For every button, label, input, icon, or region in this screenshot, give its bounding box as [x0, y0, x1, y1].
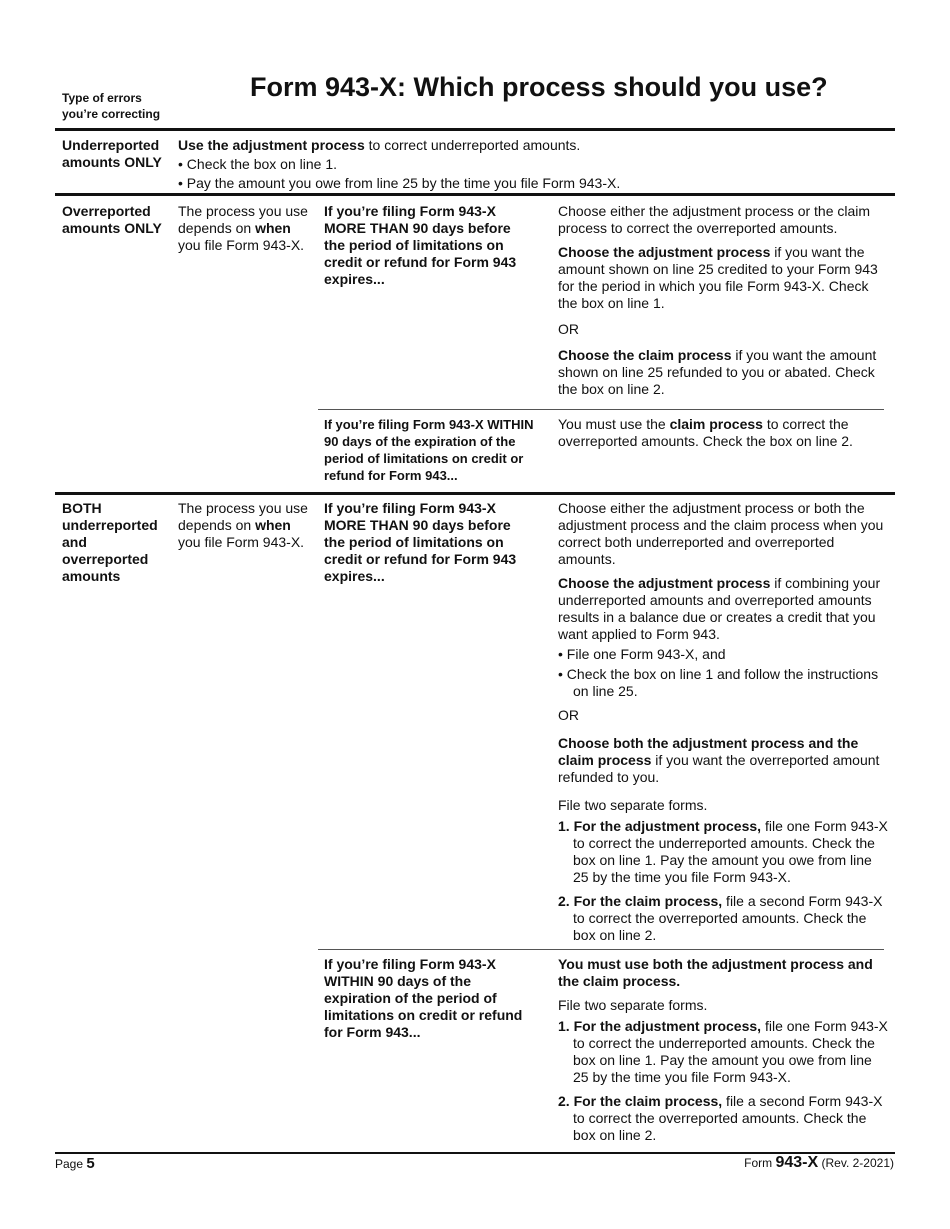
- both-bullet-1: • File one Form 943-X, and: [558, 646, 726, 662]
- both-more-options: [558, 500, 888, 944]
- divider-top: [55, 128, 895, 131]
- overreported-more-options: [558, 203, 888, 398]
- overreported-within-instruction: You must use the claim process to correct the overreported amounts. Check the box on line 2.: [558, 416, 853, 449]
- form-revision: Form 943-X (Rev. 2-2021): [744, 1154, 894, 1171]
- underreported-lead-bold: Use the adjustment process: [178, 137, 365, 153]
- label-overreported-only: Overreported amounts ONLY: [62, 203, 162, 236]
- overreported-cond-within-90: If you’re filing Form 943-X WITHIN 90 days of the expiration of the period of limitations on credit or refund for Form 943...: [324, 417, 534, 483]
- label-underreported-only: Underreported amounts ONLY: [62, 137, 162, 170]
- underreported-lead-rest: to correct underreported amounts.: [364, 137, 581, 153]
- both-within-two-forms: File two separate forms.: [558, 997, 708, 1013]
- both-cond-more-than-90: If you’re filing Form 943-X MORE THAN 90 days before the period of limitations on credit or refund for Form 943 expires...: [324, 500, 517, 584]
- both-adjustment-choice: Choose the adjustment process if combining your underreported amounts and overreported amounts results in a balance due or creates a credit that you want applied to Form 943.: [558, 575, 881, 642]
- overreported-or: OR: [558, 321, 579, 337]
- both-within-numbered-2: 2. For the claim process, file a second Form 943-X to correct the overreported amounts. Check the box on line 2.: [558, 1093, 883, 1143]
- page-title: Form 943-X: Which process should you use?: [250, 72, 828, 102]
- underreported-bullet-2: • Pay the amount you owe from line 25 by the time you file Form 943-X.: [178, 175, 621, 191]
- both-bullet-2: • Check the box on line 1 and follow the instructions on line 25.: [558, 666, 879, 699]
- page-number: Page 5: [55, 1155, 95, 1172]
- overreported-depends: The process you use depends on when you file Form 943-X.: [178, 203, 308, 253]
- overreported-choose-either: Choose either the adjustment process or the claim process to correct the overreported amounts.: [558, 203, 871, 236]
- both-within-numbered-1: 1. For the adjustment process, file one Form 943-X to correct the underreported amounts. Check the box on line 1. Pay the amount you owe from line 25 by the time you file Form 943-X.: [558, 1018, 888, 1085]
- both-or: OR: [558, 707, 579, 723]
- both-depends: The process you use depends on when you file Form 943-X.: [178, 500, 308, 550]
- both-within-heading: You must use both the adjustment process and the claim process.: [558, 956, 873, 989]
- underreported-bullet-1: • Check the box on line 1.: [178, 156, 337, 172]
- divider-row3: [55, 492, 895, 495]
- both-both-processes-choice: Choose both the adjustment process and the claim process if you want the overreported amount refunded to you.: [558, 735, 880, 785]
- overreported-claim-choice: Choose the claim process if you want the amount shown on line 25 refunded to you or abated. Check the box on line 2.: [558, 347, 877, 397]
- both-within-options: [558, 956, 888, 1144]
- type-of-errors-header: Type of errors you’re correcting: [62, 91, 161, 121]
- overreported-adjustment-choice: Choose the adjustment process if you want the amount shown on line 25 credited to your Form 943 for the period in which you file Form 943-X. Check the box on line 1.: [558, 244, 878, 311]
- overreported-cond-more-than-90: If you’re filing Form 943-X MORE THAN 90 days before the period of limitations on credit or refund for Form 943 expires...: [324, 203, 517, 287]
- both-choose-either: Choose either the adjustment process or both the adjustment process and the claim process when you correct both underreported and overreported amounts.: [558, 500, 884, 567]
- divider-over-within: [318, 409, 884, 410]
- label-both-amounts: BOTH underreported and overreported amounts: [62, 500, 158, 584]
- both-numbered-2: 2. For the claim process, file a second Form 943-X to correct the overreported amounts. Check the box on line 2.: [558, 893, 883, 943]
- divider-row2: [55, 193, 895, 196]
- both-cond-within-90: If you’re filing Form 943-X WITHIN 90 days of the expiration of the period of limitations on credit or refund for Form 943...: [324, 956, 523, 1040]
- both-numbered-1: 1. For the adjustment process, file one Form 943-X to correct the underreported amounts. Check the box on line 1. Pay the amount you owe from line 25 by the time you file Form 943-X.: [558, 818, 888, 885]
- underreported-instructions: [178, 137, 878, 192]
- divider-both-within: [318, 949, 884, 950]
- both-two-forms: File two separate forms.: [558, 797, 708, 813]
